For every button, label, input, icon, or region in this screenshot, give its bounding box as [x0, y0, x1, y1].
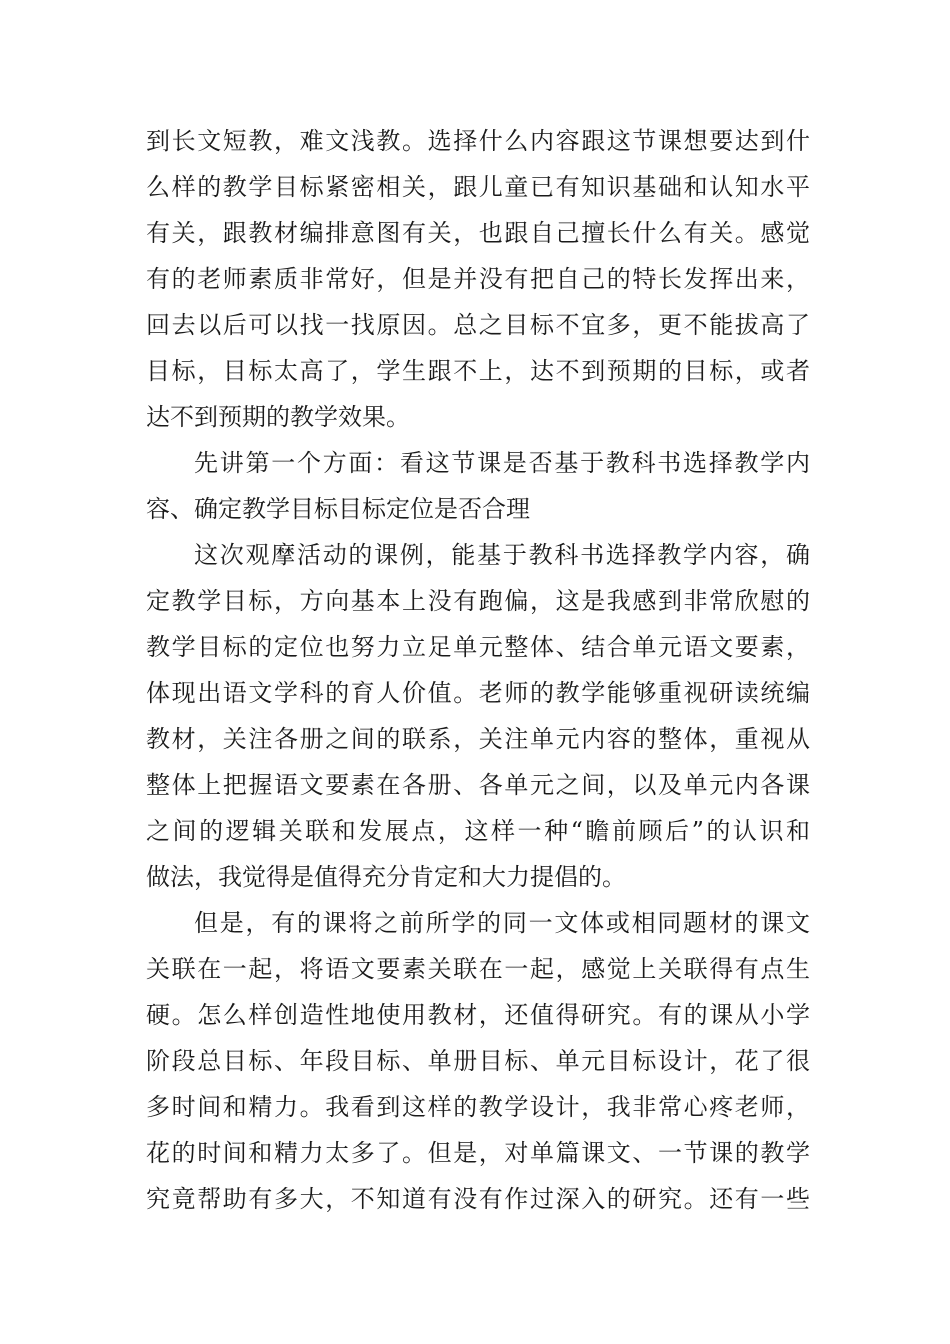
text-line: 多时间和精力。我看到这样的教学设计，我非常心疼老师， — [146, 1093, 810, 1121]
text-line: 但是，有的课将之前所学的同一文体或相同题材的课文 — [194, 909, 810, 937]
text-line: 回去以后可以找一找原因。总之目标不宜多，更不能拔高了 — [146, 311, 810, 339]
paragraph-4 — [146, 900, 810, 1222]
text-line: 关联在一起，将语文要素关联在一起，感觉上关联得有点生 — [146, 955, 810, 983]
text-line: 么样的教学目标紧密相关，跟儿童已有知识基础和认知水平 — [146, 173, 810, 201]
paragraph-2-section-heading — [146, 440, 810, 532]
text-line: 容、确定教学目标目标定位是否合理 — [146, 495, 530, 523]
text-line: 整体上把握语文要素在各册、各单元之间，以及单元内各课 — [146, 771, 810, 799]
text-line: 教学目标的定位也努力立足单元整体、结合单元语文要素， — [146, 633, 810, 661]
text-line: 这次观摩活动的课例，能基于教科书选择教学内容，确 — [194, 541, 810, 569]
paragraph-3 — [146, 532, 810, 900]
text-line: 硬。怎么样创造性地使用教材，还值得研究。有的课从小学 — [146, 1001, 810, 1029]
text-line: 定教学目标，方向基本上没有跑偏，这是我感到非常欣慰的 — [146, 587, 810, 615]
text-line: 做法，我觉得是值得充分肯定和大力提倡的。 — [146, 863, 626, 891]
text-line: 先讲第一个方面：看这节课是否基于教科书选择教学内 — [194, 449, 810, 477]
text-line: 达不到预期的教学效果。 — [146, 403, 410, 431]
text-line: 体现出语文学科的育人价值。老师的教学能够重视研读统编 — [146, 679, 810, 707]
text-line: 花的时间和精力太多了。但是，对单篇课文、一节课的教学 — [146, 1139, 810, 1167]
text-line: 阶段总目标、年段目标、单册目标、单元目标设计，花了很 — [146, 1047, 810, 1075]
text-line: 之间的逻辑关联和发展点，这样一种“瞻前顾后”的认识和 — [146, 817, 810, 845]
text-line: 到长文短教，难文浅教。选择什么内容跟这节课想要达到什 — [146, 127, 810, 155]
document-body — [146, 118, 810, 1222]
text-line: 目标，目标太高了，学生跟不上，达不到预期的目标，或者 — [146, 357, 810, 385]
paragraph-1 — [146, 118, 810, 440]
text-line: 究竟帮助有多大，不知道有没有作过深入的研究。还有一些 — [146, 1185, 810, 1213]
text-line: 有关，跟教材编排意图有关，也跟自己擅长什么有关。感觉 — [146, 219, 810, 247]
text-line: 教材，关注各册之间的联系，关注单元内容的整体，重视从 — [146, 725, 810, 753]
text-line: 有的老师素质非常好，但是并没有把自己的特长发挥出来， — [146, 265, 810, 293]
